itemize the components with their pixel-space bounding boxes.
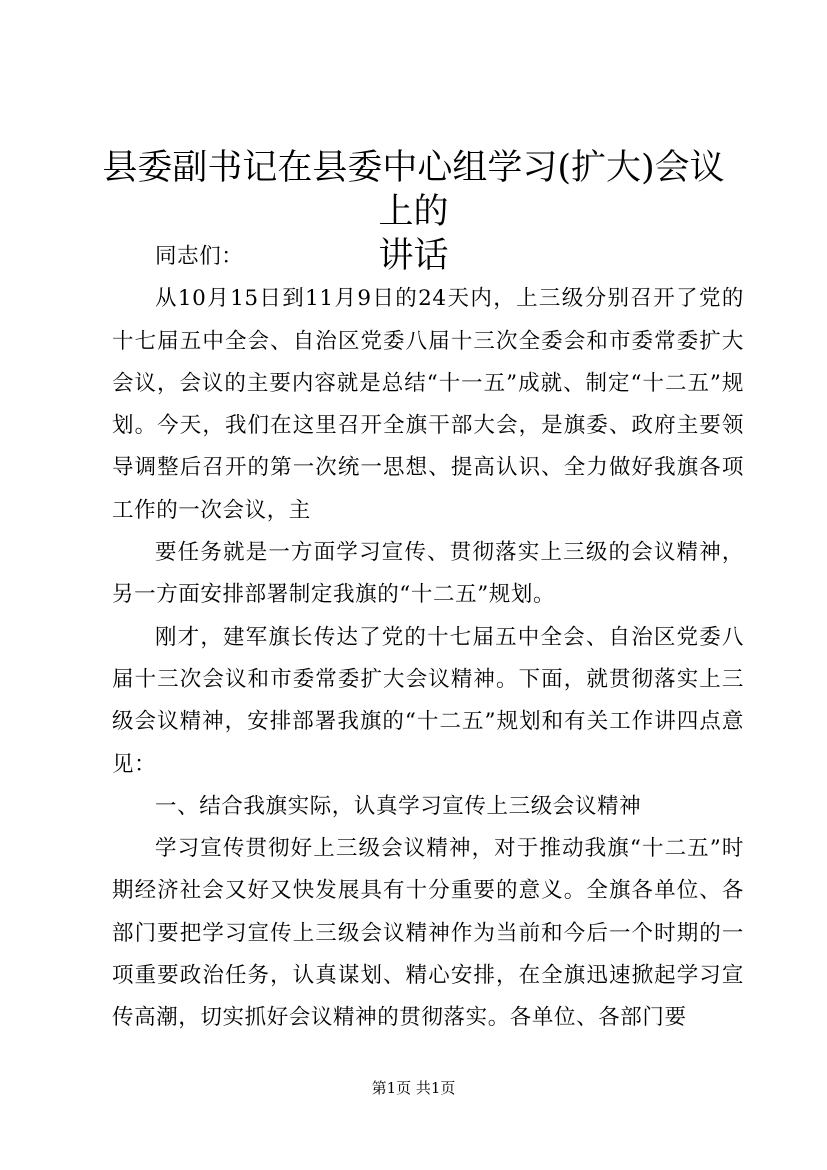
title-line-1: 县委副书记在县委中心组学习(扩大)会议上的: [102, 148, 725, 232]
section-heading: 一、结合我旗实际，认真学习宣传上三级会议精神: [155, 793, 642, 819]
title-line-2: 讲话: [378, 236, 449, 276]
salutation: 同志们：: [155, 244, 244, 269]
paragraph: 要任务就是一方面学习宣传、贯彻落实上三级的会议精神，另一方面安排部署制定我旗的“十二五”规划。: [112, 540, 744, 608]
document-body: [112, 236, 744, 1040]
paragraph: 从10月15日到11月9日的24天内，上三级分别召开了党的十七届五中全会、自治区党委八届十三次全委会和市委常委扩大会议，会议的主要内容就是总结“十一五”成就、制定“十二五”规划。今天，我们在这里召开全旗干部大会，是旗委、政府主要领导调整后召开的第一次统一思想、提高认识、全力做好我旗各项工作的一次会议，主: [112, 286, 744, 523]
paragraph: 学习宣传贯彻好上三级会议精神，对于推动我旗“十二五”时期经济社会又好又快发展具有十分重要的意义。全旗各单位、各部门要把学习宣传上三级会议精神作为当前和今后一个时期的一项重要政治任务，认真谋划、精心安排，在全旗迅速掀起学习宣传高潮，切实抓好会议精神的贯彻落实。各单位、各部门要: [112, 836, 744, 1031]
page-footer: 第1页 共1页: [371, 1079, 456, 1097]
paragraph: 刚才，建军旗长传达了党的十七届五中全会、自治区党委八届十三次会议和市委常委扩大会议精神。下面，就贯彻落实上三级会议精神，安排部署我旗的“十二五”规划和有关工作讲四点意见：: [112, 624, 744, 777]
